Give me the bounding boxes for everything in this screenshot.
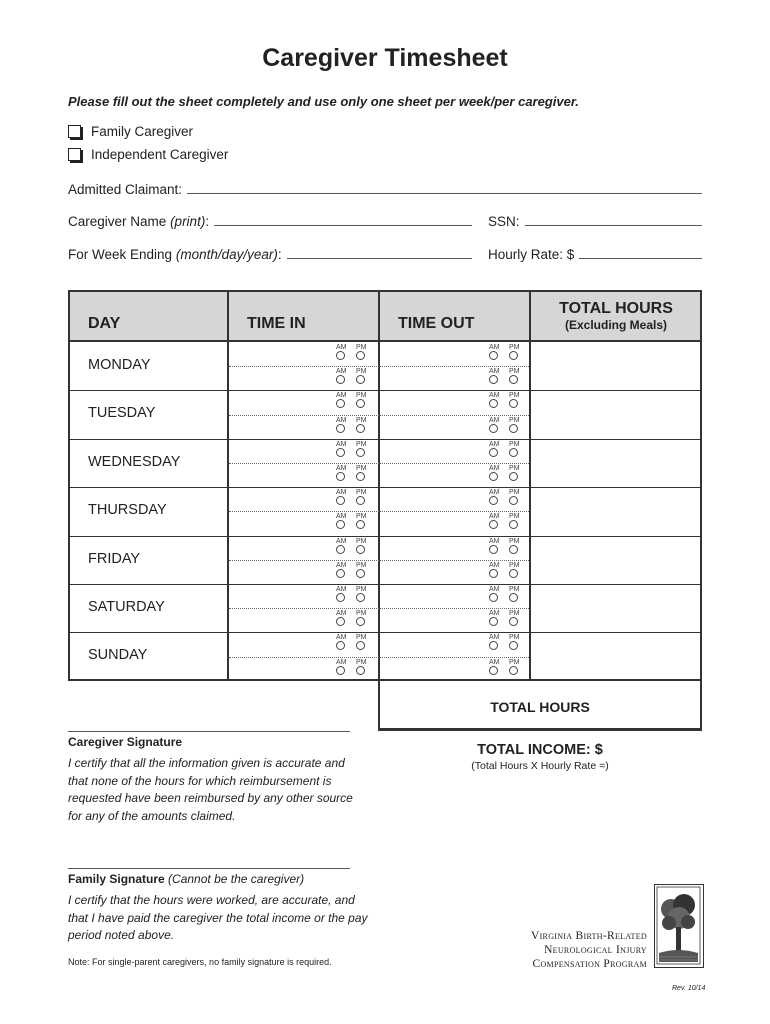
total-income-label: TOTAL INCOME: $: [477, 742, 603, 758]
pm-radio[interactable]: [509, 641, 518, 650]
pm-label: PM: [509, 658, 520, 666]
pm-radio[interactable]: [509, 375, 518, 384]
pm-label: PM: [509, 440, 520, 448]
instruction-text: Please fill out the sheet completely and use only one sheet per week/per caregiver.: [68, 94, 579, 109]
am-pm-selector[interactable]: [489, 586, 523, 606]
day-label-monday: MONDAY: [88, 357, 151, 373]
am-label: AM: [336, 465, 347, 472]
am-label: AM: [336, 489, 347, 497]
day-label-sunday: SUNDAY: [88, 647, 148, 664]
org-line-1: Virginia Birth-Related: [530, 930, 647, 942]
pm-label: PM: [509, 513, 520, 521]
day-row-divider: [68, 536, 702, 537]
am-pm-selector[interactable]: [489, 489, 523, 509]
am-pm-selector[interactable]: [336, 538, 370, 558]
header-total-hours-sub: (Excluding Meals): [564, 318, 668, 332]
am-radio[interactable]: [336, 472, 345, 481]
am-label: AM: [336, 634, 347, 642]
am-label: AM: [336, 368, 347, 376]
family-signature-label: Family Signature: [68, 872, 165, 886]
am-radio[interactable]: [336, 641, 345, 650]
am-pm-selector[interactable]: [489, 441, 523, 461]
am-radio[interactable]: [489, 351, 498, 360]
am-pm-selector[interactable]: [336, 441, 370, 461]
pm-radio[interactable]: [509, 472, 518, 481]
pm-radio[interactable]: [356, 666, 365, 675]
pm-label: PM: [509, 344, 520, 351]
am-label: AM: [336, 537, 347, 545]
am-pm-selector[interactable]: [489, 368, 523, 388]
totals-divider: [378, 730, 702, 731]
pm-radio[interactable]: [356, 641, 365, 650]
week-ending-label: For Week Ending: [68, 247, 173, 262]
am-radio[interactable]: [489, 666, 498, 675]
pm-label: PM: [356, 416, 367, 424]
am-pm-selector[interactable]: [336, 562, 370, 582]
am-label: AM: [336, 416, 347, 424]
admitted-claimant-field[interactable]: [68, 182, 702, 197]
pm-radio[interactable]: [509, 593, 518, 602]
am-pm-selector[interactable]: [336, 513, 370, 533]
total-hours-label: TOTAL HOURS: [490, 699, 590, 715]
family-caregiver-label: Family Caregiver: [91, 124, 194, 139]
pm-radio[interactable]: [509, 520, 518, 529]
pm-radio[interactable]: [356, 375, 365, 384]
family-certification: I certify that the hours were worked, are accurate, and that I have paid the caregiver the total income or the pay period noted above.: [68, 893, 368, 942]
am-label: AM: [336, 344, 347, 351]
org-line-2: Neurological Injury: [544, 944, 647, 956]
pm-label: PM: [356, 537, 367, 545]
day-row-divider: [68, 632, 702, 633]
am-pm-selector[interactable]: [336, 465, 370, 485]
am-pm-selector[interactable]: [489, 392, 523, 412]
pm-radio[interactable]: [356, 351, 365, 360]
am-pm-selector[interactable]: [336, 417, 370, 437]
pm-label: PM: [356, 513, 367, 521]
pm-radio[interactable]: [509, 666, 518, 675]
header-day: DAY: [88, 315, 121, 332]
pm-radio[interactable]: [356, 520, 365, 529]
day-row-divider: [68, 487, 702, 488]
pm-radio[interactable]: [509, 351, 518, 360]
half-row-divider: [229, 657, 529, 658]
caregiver-name-line[interactable]: [214, 224, 472, 226]
am-label: AM: [336, 658, 347, 666]
half-row-divider: [229, 511, 529, 512]
am-pm-selector[interactable]: [336, 586, 370, 606]
am-pm-selector[interactable]: [489, 562, 523, 582]
am-label: AM: [489, 586, 500, 593]
pm-radio[interactable]: [356, 448, 365, 457]
pm-label: PM: [356, 561, 367, 569]
pm-label: PM: [509, 586, 520, 593]
tree-logo: [654, 884, 704, 968]
am-label: AM: [336, 392, 347, 400]
am-pm-selector[interactable]: [336, 392, 370, 412]
am-pm-selector[interactable]: [489, 538, 523, 558]
caregiver-name-hint: (print): [170, 214, 206, 229]
am-radio[interactable]: [489, 545, 498, 554]
day-row-divider: [68, 584, 702, 585]
pm-label: PM: [356, 440, 367, 448]
am-radio[interactable]: [336, 666, 345, 675]
header-time-in: TIME IN: [247, 315, 306, 332]
am-pm-selector[interactable]: [489, 417, 523, 437]
pm-label: PM: [356, 489, 367, 497]
ssn-line[interactable]: [525, 224, 702, 226]
am-radio[interactable]: [336, 448, 345, 457]
am-label: AM: [489, 489, 500, 497]
half-row-divider: [229, 366, 529, 367]
pm-radio[interactable]: [509, 424, 518, 433]
week-ending-line[interactable]: [287, 257, 472, 259]
am-label: AM: [336, 440, 347, 448]
am-radio[interactable]: [336, 351, 345, 360]
col-divider: [227, 290, 229, 681]
caregiver-certification: I certify that all the information given is accurate and that none of the hours for which reimbursement is requested have been reimbursed by any other source for any of the amounts claimed.: [68, 756, 353, 823]
pm-radio[interactable]: [509, 399, 518, 408]
pm-radio[interactable]: [356, 424, 365, 433]
am-label: AM: [336, 586, 347, 593]
pm-label: PM: [509, 392, 520, 400]
am-radio[interactable]: [489, 593, 498, 602]
day-row-divider: [68, 390, 702, 391]
col-divider: [378, 290, 380, 730]
am-pm-selector[interactable]: [336, 634, 370, 654]
am-pm-selector[interactable]: [489, 634, 523, 654]
day-label-thursday: THURSDAY: [88, 502, 167, 519]
am-pm-selector[interactable]: [336, 489, 370, 509]
week-ending-field[interactable]: For Week Ending (month/day/year) :: [68, 247, 472, 262]
am-label: AM: [336, 610, 347, 618]
day-label-friday: FRIDAY: [88, 550, 141, 567]
family-signature-hint: (Cannot be the caregiver): [168, 872, 305, 886]
pm-label: PM: [509, 634, 520, 642]
week-ending-hint: (month/day/year): [175, 247, 278, 262]
am-radio[interactable]: [336, 399, 345, 408]
page-title: Caregiver Timesheet: [262, 44, 508, 72]
pm-radio[interactable]: [356, 496, 365, 505]
am-pm-selector[interactable]: [489, 513, 523, 533]
pm-radio[interactable]: [356, 593, 365, 602]
pm-label: PM: [356, 610, 367, 618]
pm-label: PM: [356, 586, 367, 593]
half-row-divider: [229, 608, 529, 609]
pm-label: PM: [509, 465, 520, 472]
am-label: AM: [489, 634, 500, 642]
caregiver-name-label: Caregiver Name: [68, 214, 167, 229]
am-pm-selector[interactable]: [336, 610, 370, 630]
day-label-wednesday: WEDNESDAY: [88, 453, 181, 470]
independent-caregiver-checkbox[interactable]: [68, 148, 81, 161]
am-label: AM: [489, 416, 500, 424]
pm-radio[interactable]: [356, 545, 365, 554]
am-radio[interactable]: [336, 545, 345, 554]
total-income-formula: (Total Hours X Hourly Rate =): [471, 760, 609, 772]
pm-radio[interactable]: [356, 617, 365, 626]
caregiver-signature-line[interactable]: [68, 731, 350, 732]
pm-label: PM: [509, 489, 520, 497]
am-label: AM: [489, 344, 500, 351]
family-caregiver-option[interactable]: [68, 124, 193, 139]
header-time-out: TIME OUT: [398, 315, 475, 332]
pm-label: PM: [509, 537, 520, 545]
pm-radio[interactable]: [356, 472, 365, 481]
day-row-divider: [68, 439, 702, 440]
am-radio[interactable]: [336, 617, 345, 626]
am-pm-selector[interactable]: [489, 659, 523, 679]
am-radio[interactable]: [336, 424, 345, 433]
am-radio[interactable]: [489, 569, 498, 578]
header-total-hours: TOTAL HOURS: [559, 300, 673, 317]
am-radio[interactable]: [336, 520, 345, 529]
family-caregiver-checkbox[interactable]: [68, 125, 81, 138]
pm-label: PM: [509, 561, 520, 569]
pm-label: PM: [356, 344, 367, 351]
am-radio[interactable]: [336, 496, 345, 505]
am-radio[interactable]: [489, 472, 498, 481]
pm-label: PM: [356, 392, 367, 400]
independent-caregiver-option[interactable]: [68, 147, 228, 162]
pm-label: PM: [509, 610, 520, 618]
family-signature-line[interactable]: [68, 868, 350, 869]
half-row-divider: [229, 415, 529, 416]
independent-caregiver-label: Independent Caregiver: [91, 147, 229, 162]
am-label: AM: [489, 392, 500, 400]
am-pm-selector[interactable]: [336, 659, 370, 679]
pm-radio[interactable]: [509, 617, 518, 626]
half-row-divider: [229, 463, 529, 464]
am-label: AM: [336, 561, 347, 569]
am-radio[interactable]: [489, 424, 498, 433]
am-radio[interactable]: [489, 520, 498, 529]
am-label: AM: [489, 610, 500, 618]
pm-radio[interactable]: [509, 545, 518, 554]
am-label: AM: [489, 513, 500, 521]
pm-label: PM: [356, 634, 367, 642]
hourly-rate-label: Hourly Rate: $: [488, 247, 575, 262]
family-signature-caption: [68, 872, 304, 886]
am-pm-selector[interactable]: [489, 344, 523, 364]
am-radio[interactable]: [489, 448, 498, 457]
am-radio[interactable]: [336, 569, 345, 578]
am-pm-selector[interactable]: [336, 368, 370, 388]
am-label: AM: [336, 513, 347, 521]
caregiver-signature-label: Caregiver Signature: [68, 735, 183, 749]
am-label: AM: [489, 537, 500, 545]
am-label: AM: [489, 465, 500, 472]
admitted-claimant-label: Admitted Claimant:: [68, 182, 183, 197]
caregiver-name-field[interactable]: Caregiver Name (print) :: [68, 214, 472, 229]
am-label: AM: [489, 368, 500, 376]
pm-label: PM: [356, 465, 367, 472]
am-pm-selector[interactable]: [489, 465, 523, 485]
am-radio[interactable]: [489, 641, 498, 650]
hourly-rate-line[interactable]: [579, 257, 702, 259]
organization-name: [470, 929, 647, 971]
col-divider: [529, 290, 531, 681]
tree-logo-icon: [655, 885, 702, 966]
am-label: AM: [489, 658, 500, 666]
am-radio[interactable]: [336, 593, 345, 602]
hourly-rate-field[interactable]: [488, 247, 702, 262]
pm-label: PM: [356, 658, 367, 666]
pm-label: PM: [356, 368, 367, 376]
ssn-field[interactable]: [488, 214, 702, 229]
pm-radio[interactable]: [509, 496, 518, 505]
revision-text: Rev. 10/14: [672, 985, 706, 992]
am-radio[interactable]: [489, 399, 498, 408]
pm-radio[interactable]: [356, 569, 365, 578]
org-line-3: Compensation Program: [532, 958, 647, 970]
pm-radio[interactable]: [356, 399, 365, 408]
pm-radio[interactable]: [509, 448, 518, 457]
am-pm-selector[interactable]: [336, 344, 370, 364]
pm-label: PM: [509, 416, 520, 424]
am-radio[interactable]: [489, 375, 498, 384]
am-pm-selector[interactable]: [489, 610, 523, 630]
am-radio[interactable]: [489, 617, 498, 626]
pm-label: PM: [509, 368, 520, 376]
am-radio[interactable]: [489, 496, 498, 505]
admitted-claimant-line[interactable]: [187, 192, 702, 194]
ssn-label: SSN:: [488, 214, 520, 229]
am-label: AM: [489, 440, 500, 448]
pm-radio[interactable]: [509, 569, 518, 578]
day-label-tuesday: TUESDAY: [88, 405, 156, 422]
half-row-divider: [229, 560, 529, 561]
am-radio[interactable]: [336, 375, 345, 384]
timesheet-table: [68, 290, 702, 681]
am-label: AM: [489, 561, 500, 569]
single-parent-note: Note: For single-parent caregivers, no family signature is required.: [68, 957, 332, 967]
day-label-saturday: SATURDAY: [88, 599, 165, 615]
